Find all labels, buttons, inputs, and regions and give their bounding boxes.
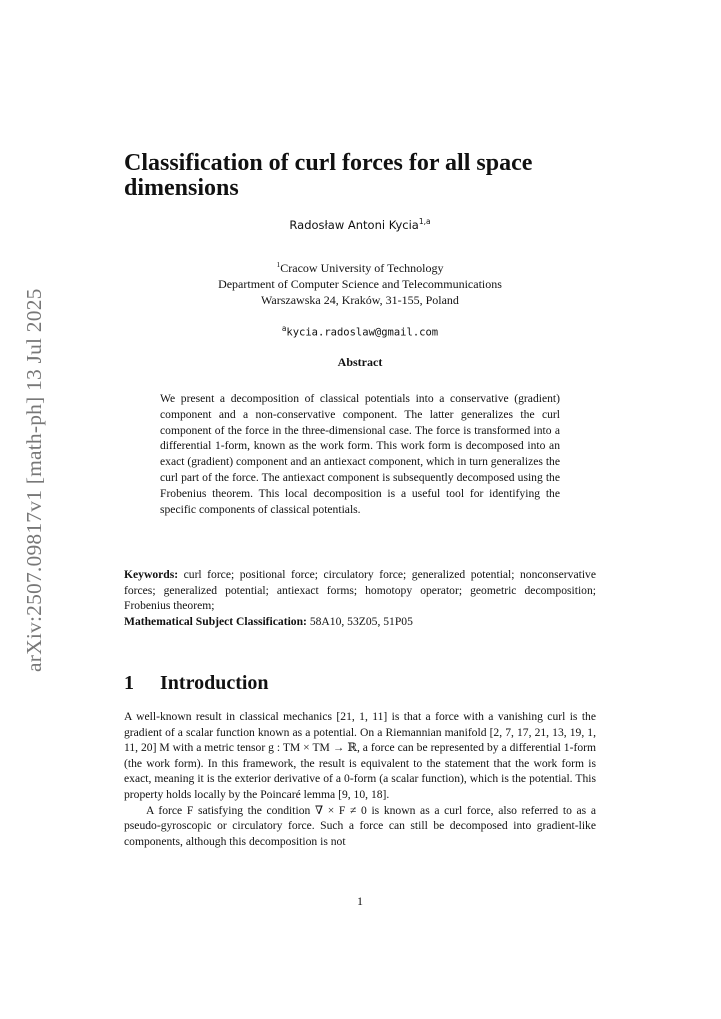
affiliation-block xyxy=(124,257,596,308)
msc-label: Mathematical Subject Classification: xyxy=(124,614,307,628)
author-email xyxy=(124,324,596,339)
affiliation-superscript: 1 xyxy=(276,260,281,269)
abstract-text: We present a decomposition of classical potentials into a conservative (gradient) component and a non-conservative component. The latter generalizes the curl component of the force in the three-dimensional case. The force is transformed into a differential 1-form, known as the work form. This work form is decomposed into an exact (gradient) component and an antiexact component, which in turn generalizes the curl part of the force. The antiexact component is subsequently decomposed using the Frobenius theorem. This local decomposition is a useful tool for identifying the specific components of classical potentials. xyxy=(160,392,560,516)
intro-paragraph-2: A force F satisfying the condition ∇ × F ≠ 0 is known as a curl force, also referred to as a pseudo-gyroscopic or circulatory force. Such a force can still be decomposed into gradient-like components, although this decomposition is not xyxy=(124,803,596,848)
affiliation-line-2: Department of Computer Science and Telecommunications xyxy=(218,277,502,291)
paper-title: Classification of curl forces for all space dimensions xyxy=(124,150,533,201)
section-number: 1 xyxy=(124,672,134,694)
section-heading xyxy=(124,672,269,695)
affiliation-line-1 xyxy=(124,257,596,276)
keywords-label: Keywords: xyxy=(124,568,179,581)
page-number: 1 xyxy=(357,894,363,908)
intro-paragraph-1: A well-known result in classical mechanics [21, 1, 11] is that a force with a vanishing curl is the gradient of a scalar function known as a potential. On a Riemannian manifold [2, 7, 17, 21, 13, 19, 1, 11, 20] M with a metric tensor g : TM × TM → ℝ, a force can be represented by a differential 1-form (the work form). In this framework, the result is equivalent to the statement that the work form is exact, meaning it is the exterior derivative of a 0-form (a scalar function), which is the potential. This property holds locally by the Poincaré lemma [9, 10, 18]. xyxy=(124,710,596,801)
email-address: kycia.radoslaw@gmail.com xyxy=(286,326,439,339)
keywords-block xyxy=(124,567,596,629)
msc-codes: 58A10, 53Z05, 51P05 xyxy=(309,614,413,628)
keywords-text: curl force; positional force; circulatory force; generalized potential; nonconservative forces; generalized potential; antiexact forms; homotopy operator; geometric decomposition; Frobenius theorem; xyxy=(124,568,596,612)
introduction-body xyxy=(124,709,596,849)
affiliation-line-3: Warszawska 24, Kraków, 31-155, Poland xyxy=(261,293,459,307)
section-title: Introduction xyxy=(160,672,269,694)
abstract-heading: Abstract xyxy=(337,355,383,369)
author-superscript: 1,a xyxy=(418,217,431,226)
arxiv-identifier: arXiv:2507.09817v1 [math-ph] 13 Jul 2025 xyxy=(22,288,46,672)
author-name: Radosław Antoni Kycia xyxy=(289,217,419,232)
author-line xyxy=(124,217,596,232)
email-superscript: a xyxy=(281,324,287,333)
affiliation-university: Cracow University of Technology xyxy=(280,261,444,275)
